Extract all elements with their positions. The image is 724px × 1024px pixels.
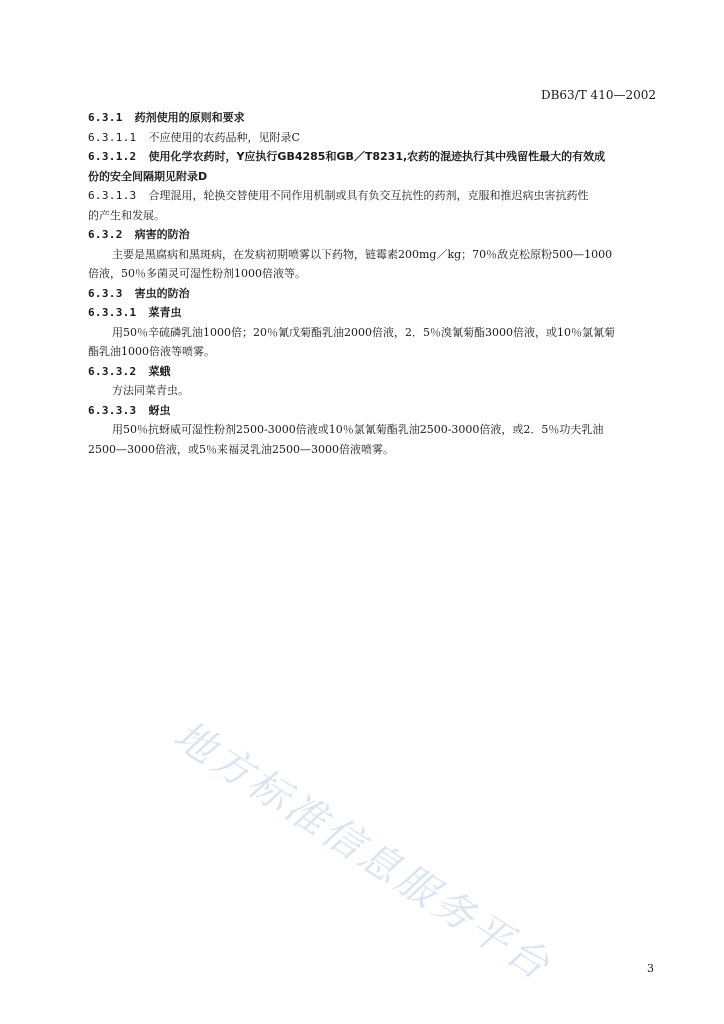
paragraph-line: 2500—3000倍液，或5％来福灵乳油2500—3000倍液喷雾。: [88, 442, 394, 456]
watermark: 地方标准信息服务平台: [165, 712, 560, 991]
paragraph-line: 用50％抗蚜威可湿性粉剂2500-3000倍液或10％氯氰菊酯乳油2500-3000倍液，或2．5％功夫乳油: [112, 423, 604, 436]
paragraph-line: 方法同菜青虫。: [112, 384, 189, 397]
clause-text: 合理混用，轮换交替使用不同作用机制或具有负交互抗性的药剂，克服和推迟病虫害抗药性: [148, 189, 589, 202]
section-heading: [88, 108, 658, 128]
clause-text: 不应使用的农药品种，见附录C: [148, 130, 300, 144]
page-number: 3: [647, 962, 654, 975]
paragraph-line: 主要是黑腐病和黑斑病，在发病初期喷雾以下药物，链霉素200mg／kg；70％敌克松原粉500—1000: [112, 247, 613, 261]
section-title: 害虫的防治: [134, 286, 190, 300]
section-title: 菜蛾: [148, 364, 171, 378]
section-title: 蚜虫: [148, 403, 171, 417]
clause-continuation: 的产生和发展。: [88, 208, 165, 222]
section-title: 药剂使用的原则和要求: [134, 111, 245, 124]
clause-continuation: 份的安全间隔期见附录D: [88, 169, 208, 183]
document-code: DB63/T 410—2002: [540, 88, 656, 102]
paragraph-line: 用50％辛硫磷乳油1000倍；20％氰戊菊酯乳油2000倍液，2．5％溴氰菊酯3000倍液，或10％氯氰菊: [112, 325, 615, 339]
clause-line: [88, 147, 658, 167]
section-heading: [88, 225, 658, 245]
section-number: 6.3.3.1: [88, 306, 137, 319]
section-number: 6.3.1.1: [88, 130, 137, 144]
paragraph-line: 倍液，50％多菌灵可湿性粉剂1000倍液等。: [88, 267, 306, 280]
section-title: 病害的防治: [134, 228, 190, 241]
subsection-heading: [88, 362, 658, 382]
section-number: 6.3.1: [88, 111, 123, 124]
section-number: 6.3.3.2: [88, 364, 137, 378]
clause-text: 使用化学农药时，Y应执行GB4285和GB／T8231,农药的混迹执行其中残留性最大的有效成: [148, 150, 606, 163]
section-number: 6.3.2: [88, 228, 123, 241]
paragraph-line: 酯乳油1000倍液等喷雾。: [88, 345, 215, 358]
document-body: [88, 108, 658, 459]
section-number: 6.3.3.3: [88, 403, 137, 417]
section-number: 6.3.1.3: [88, 189, 137, 202]
subsection-heading: [88, 303, 658, 323]
section-number: 6.3.3: [88, 286, 123, 300]
section-title: 菜青虫: [148, 306, 182, 319]
clause-line: [88, 128, 658, 148]
clause-line: [88, 186, 658, 206]
subsection-heading: [88, 401, 658, 421]
section-number: 6.3.1.2: [88, 150, 137, 163]
section-heading: [88, 284, 658, 304]
